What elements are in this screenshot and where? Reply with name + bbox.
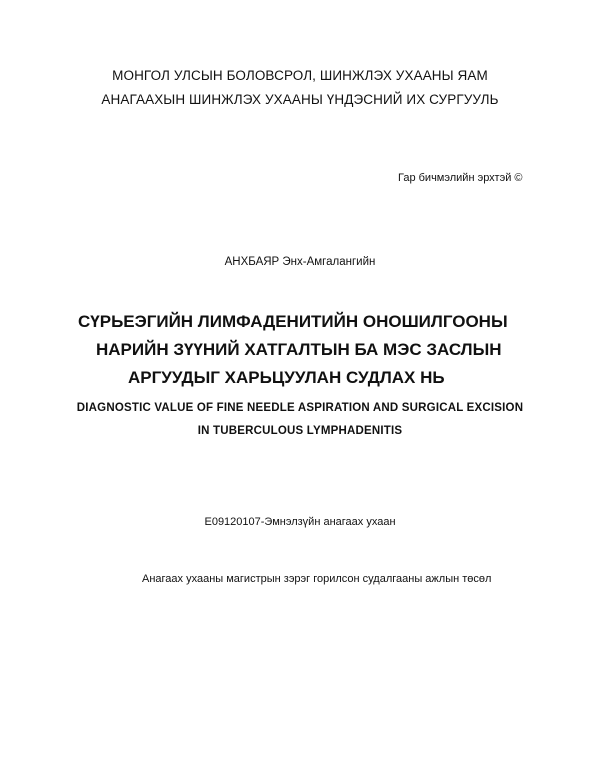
title-en-line-1: DIAGNOSTIC VALUE OF FINE NEEDLE ASPIRATION AND SURGICAL EXCISION <box>76 402 524 414</box>
title-mn-line-3: АРГУУДЫГ ХАРЬЦУУЛАН СУДЛАХ НЬ <box>128 368 445 387</box>
degree-description: Анагаах ухааны магистрын зэрэг горилсон судалгааны ажлын төсөл <box>142 573 492 585</box>
title-mn-line-1: СҮРЬЕЭГИЙН ЛИМФАДЕНИТИЙН ОНОШИЛГООНЫ <box>78 312 508 331</box>
university-name: АНАГААХЫН ШИНЖЛЭХ УХААНЫ ҮНДЭСНИЙ ИХ СУРГУУЛЬ <box>101 92 499 107</box>
title-en-line-2: IN TUBERCULOUS LYMPHADENITIS <box>197 425 403 437</box>
manuscript-rights-notice: Гар бичмэлийн эрхтэй © <box>398 172 523 184</box>
title-mn-line-2: НАРИЙН ЗҮҮНИЙ ХАТГАЛТЫН БА МЭС ЗАСЛЫН <box>96 340 502 359</box>
specialty-code: E09120107-Эмнэлзүйн анагаах ухаан <box>204 516 396 528</box>
author-name: АНХБАЯР Энх-Амгалангийн <box>224 256 376 268</box>
ministry-name: МОНГОЛ УЛСЫН БОЛОВСРОЛ, ШИНЖЛЭХ УХААНЫ ЯАМ <box>112 68 488 83</box>
